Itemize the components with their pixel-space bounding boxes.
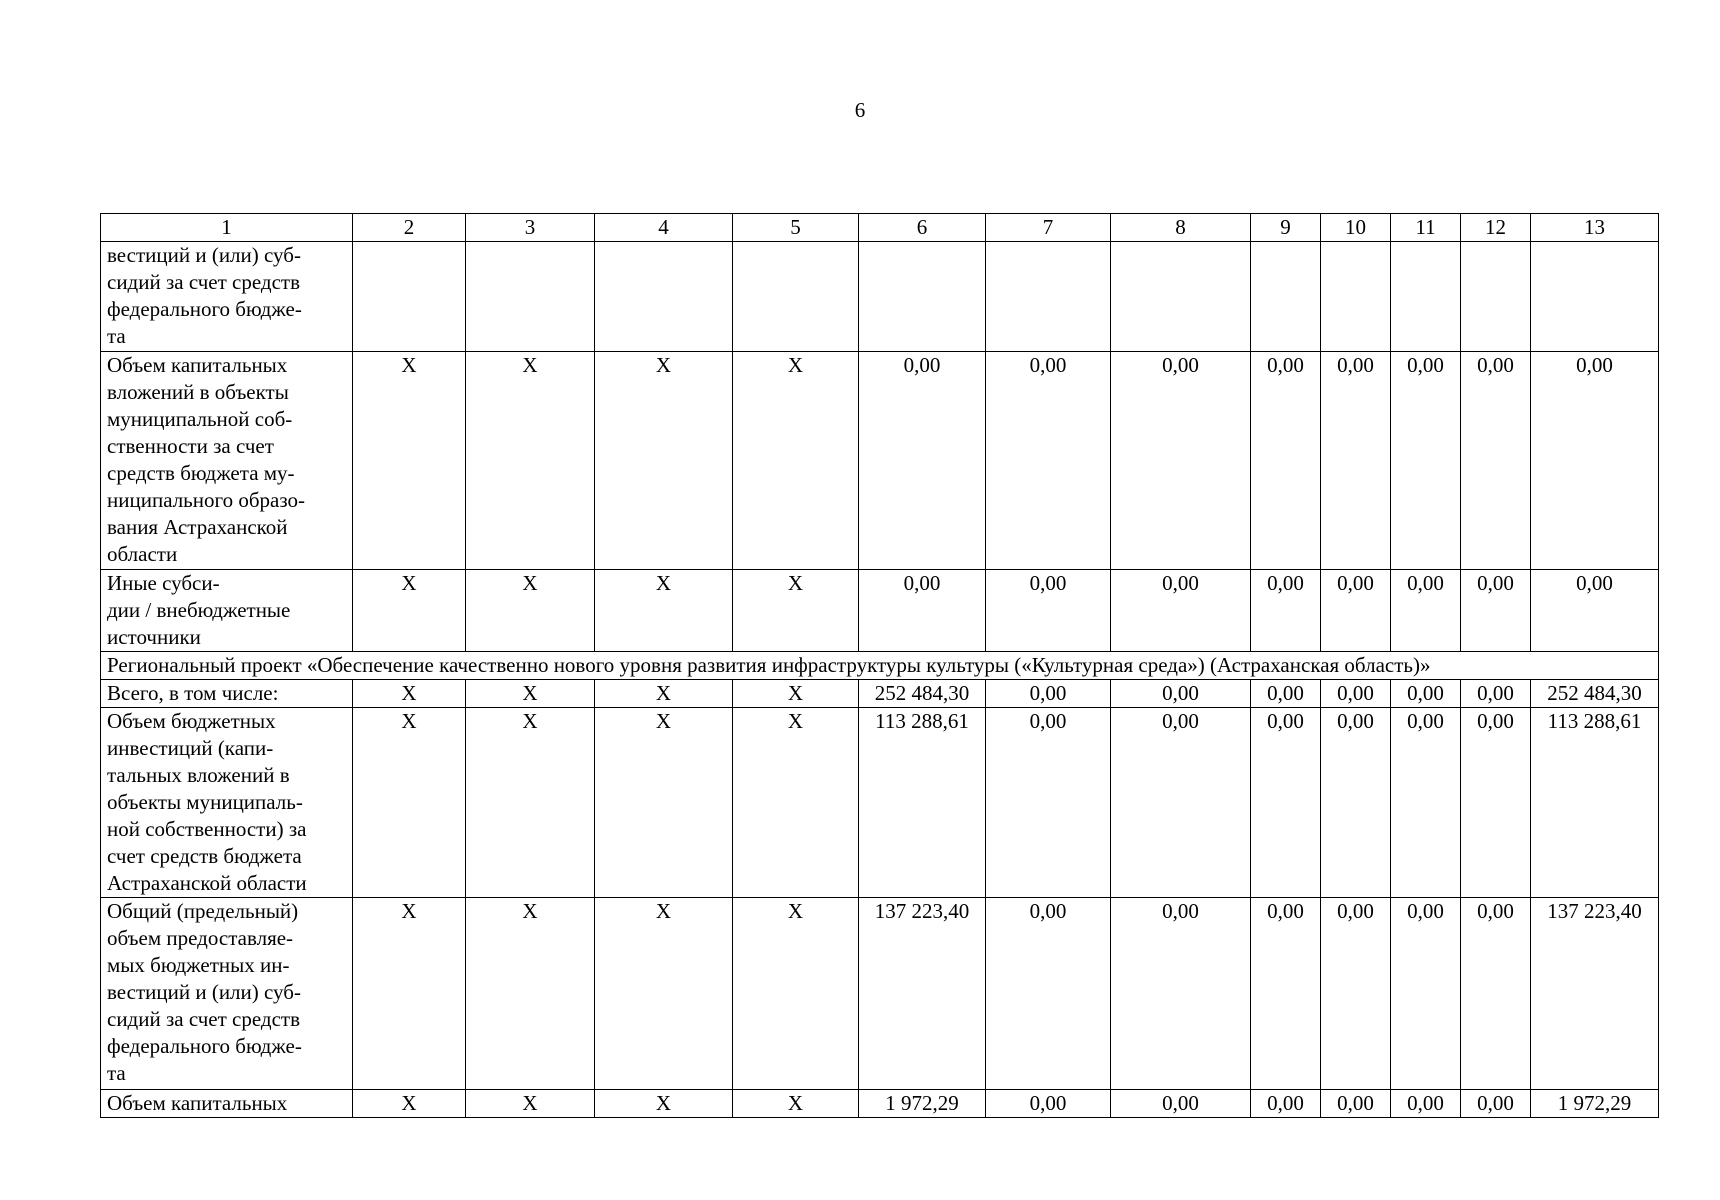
table-cell: Х (353, 708, 466, 898)
table-cell: Х (466, 680, 595, 708)
column-header: 11 (1391, 214, 1461, 242)
table-cell (353, 242, 466, 352)
budget-table (100, 213, 1659, 1118)
table-cell: Х (595, 898, 733, 1090)
table-cell: 252 484,30 (859, 680, 986, 708)
table-cell: 0,00 (1321, 708, 1391, 898)
column-header: 10 (1321, 214, 1391, 242)
section-row (101, 652, 1659, 680)
table-cell: 0,00 (1461, 708, 1531, 898)
row-label: Объем капитальных (101, 1090, 353, 1118)
table-cell: 0,00 (1531, 352, 1659, 570)
column-header: 8 (1111, 214, 1251, 242)
table-cell: 0,00 (1461, 898, 1531, 1090)
table-cell: Х (353, 352, 466, 570)
table-cell: 0,00 (859, 570, 986, 652)
column-header: 13 (1531, 214, 1659, 242)
row-label: Объем бюджетных инвестиций (капи- тальных вложений в объекты муниципаль- ной собственности) за счет средств бюджета Астраханской области (101, 708, 353, 898)
table-cell: Х (466, 352, 595, 570)
table-cell: Х (353, 1090, 466, 1118)
table-cell: 0,00 (859, 352, 986, 570)
table-cell (1251, 242, 1321, 352)
table-cell: 0,00 (986, 680, 1111, 708)
table-cell: 0,00 (1111, 708, 1251, 898)
column-header: 12 (1461, 214, 1531, 242)
table-cell: Х (353, 680, 466, 708)
table-cell (1321, 242, 1391, 352)
table-cell: 0,00 (1251, 570, 1321, 652)
table-cell: 1 972,29 (859, 1090, 986, 1118)
table-cell: Х (733, 570, 859, 652)
table-cell: 0,00 (1321, 898, 1391, 1090)
table-cell: 0,00 (986, 708, 1111, 898)
table-row (101, 1090, 1659, 1118)
column-number-row (101, 214, 1659, 242)
table-row (101, 570, 1659, 652)
row-label: Иные субси- дии / внебюджетные источники (101, 570, 353, 652)
table-cell: Х (466, 898, 595, 1090)
table-cell: 113 288,61 (859, 708, 986, 898)
row-label: Объем капитальных вложений в объекты муниципальной соб- ственности за счет средств бюджета му- ниципального образо- вания Астраханской области (101, 352, 353, 570)
page-number: 6 (854, 98, 866, 122)
table-cell: Х (353, 898, 466, 1090)
table-cell: Х (733, 708, 859, 898)
table-cell: 0,00 (986, 352, 1111, 570)
table-cell: Х (595, 708, 733, 898)
table-cell (859, 242, 986, 352)
table-cell: 137 223,40 (859, 898, 986, 1090)
table-cell: 0,00 (1391, 352, 1461, 570)
table-cell: Х (466, 570, 595, 652)
table-cell: 0,00 (1531, 570, 1659, 652)
row-label: вестиций и (или) суб- сидий за счет средств федерального бюдже- та (101, 242, 353, 352)
table-cell: 0,00 (1391, 1090, 1461, 1118)
row-label: Всего, в том числе: (101, 680, 353, 708)
table-cell: 0,00 (1461, 680, 1531, 708)
table-cell: 252 484,30 (1531, 680, 1659, 708)
table-cell: Х (733, 898, 859, 1090)
table-cell: 113 288,61 (1531, 708, 1659, 898)
column-header: 3 (466, 214, 595, 242)
table-cell: 0,00 (1251, 680, 1321, 708)
table-cell (733, 242, 859, 352)
table-row (101, 898, 1659, 1090)
table-cell: 0,00 (1251, 898, 1321, 1090)
table-row (101, 352, 1659, 570)
table-cell (1391, 242, 1461, 352)
row-label: Общий (предельный) объем предоставляе- мых бюджетных ин- вестиций и (или) суб- сидий за счет средств федерального бюдже- та (101, 898, 353, 1090)
table-row (101, 708, 1659, 898)
table-cell (1111, 242, 1251, 352)
table-cell: 0,00 (986, 1090, 1111, 1118)
section-title: Региональный проект «Обеспечение качественно нового уровня развития инфраструктуры культуры («Культурная среда») (Астраханская область)» (101, 652, 1659, 680)
table-cell (1531, 242, 1659, 352)
table-cell: 0,00 (1391, 680, 1461, 708)
column-header: 9 (1251, 214, 1321, 242)
table-cell: Х (466, 708, 595, 898)
column-header: 5 (733, 214, 859, 242)
table-cell: 0,00 (1461, 1090, 1531, 1118)
table-cell: 0,00 (1251, 1090, 1321, 1118)
column-header: 1 (101, 214, 353, 242)
table-cell: Х (733, 680, 859, 708)
table-cell: 0,00 (1391, 898, 1461, 1090)
table-cell: 0,00 (1461, 570, 1531, 652)
table-cell: Х (353, 570, 466, 652)
column-header: 7 (986, 214, 1111, 242)
table-cell: 0,00 (1111, 1090, 1251, 1118)
table-cell: Х (595, 352, 733, 570)
table-cell: 0,00 (1251, 352, 1321, 570)
table-cell: 0,00 (1111, 352, 1251, 570)
table-cell: 0,00 (986, 570, 1111, 652)
table-cell: 0,00 (1111, 680, 1251, 708)
table-cell (595, 242, 733, 352)
table-cell: Х (733, 1090, 859, 1118)
table-cell: 0,00 (1321, 680, 1391, 708)
table-cell: 0,00 (1321, 1090, 1391, 1118)
table-cell (986, 242, 1111, 352)
table-cell: 0,00 (1391, 570, 1461, 652)
table-cell: 0,00 (1251, 708, 1321, 898)
table-cell: 0,00 (1391, 708, 1461, 898)
column-header: 2 (353, 214, 466, 242)
table-cell: 0,00 (1321, 352, 1391, 570)
table-cell (1461, 242, 1531, 352)
table-row (101, 680, 1659, 708)
table-cell: Х (595, 680, 733, 708)
table-cell: 0,00 (1321, 570, 1391, 652)
table-cell: 0,00 (1111, 570, 1251, 652)
table-cell: 0,00 (1111, 898, 1251, 1090)
table-cell: Х (466, 1090, 595, 1118)
column-header: 4 (595, 214, 733, 242)
table-cell: 137 223,40 (1531, 898, 1659, 1090)
column-header: 6 (859, 214, 986, 242)
table-cell: 0,00 (986, 898, 1111, 1090)
table-cell: 0,00 (1461, 352, 1531, 570)
table-cell (466, 242, 595, 352)
table-body (101, 242, 1659, 1118)
table-cell: Х (595, 1090, 733, 1118)
table-cell: 1 972,29 (1531, 1090, 1659, 1118)
table-row (101, 242, 1659, 352)
table-cell: Х (595, 570, 733, 652)
table-cell: Х (733, 352, 859, 570)
